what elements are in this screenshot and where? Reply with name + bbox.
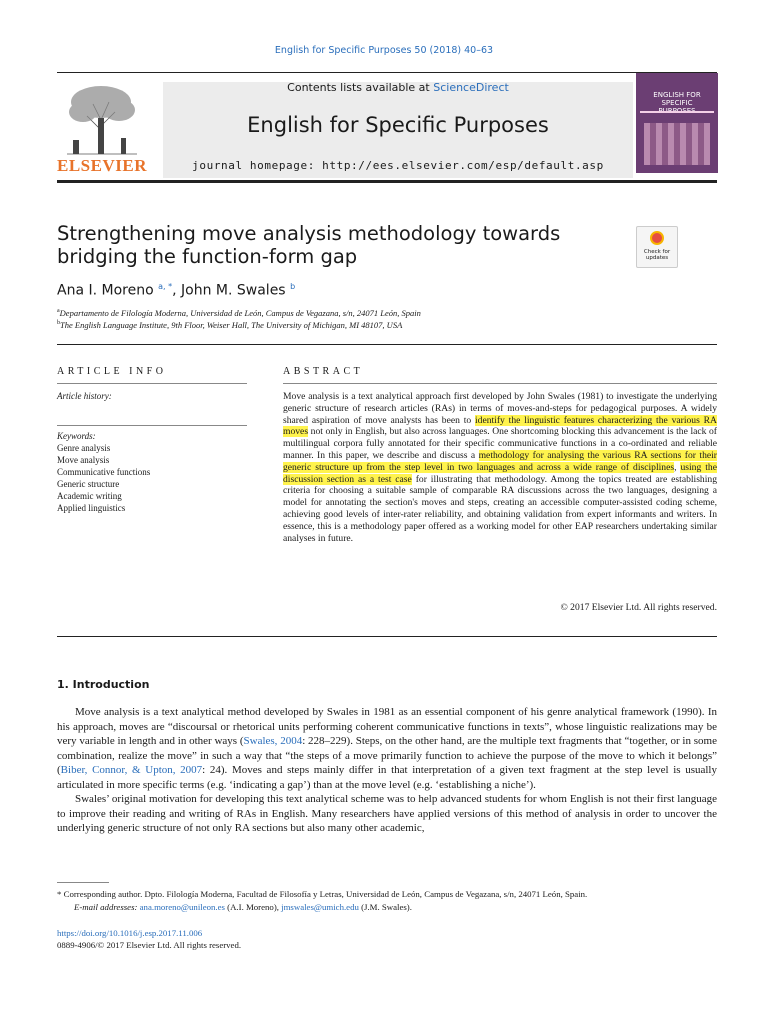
header-rule-top <box>57 72 717 73</box>
contents-line: Contents lists available at ScienceDirect <box>287 81 509 94</box>
keywords-block <box>57 430 150 514</box>
citation-link[interactable]: Swales, 2004 <box>243 735 303 747</box>
author-affil-mark[interactable]: b <box>290 282 296 291</box>
issn-line: 0889-4906/© 2017 Elsevier Ltd. All rights reserved. <box>57 940 242 950</box>
journal-homepage[interactable]: journal homepage: http://ees.elsevier.com/esp/default.asp <box>192 159 604 172</box>
header-rule-bottom <box>57 180 717 183</box>
keyword-item: Move analysis <box>57 455 110 465</box>
affiliation-b: $^b$The English Language Institute, 9th Floor, Weiser Hall, The University of Michigan, MI 48107, USA <box>57 320 403 330</box>
section-heading: 1. Introduction <box>57 678 150 691</box>
journal-citation[interactable]: English for Specific Purposes 50 (2018) 40–63 <box>274 45 494 56</box>
author-list: Ana I. Moreno $^{a, *}$, John M. Swales $^b$ <box>57 282 296 299</box>
journal-title: English for Specific Purposes <box>247 113 549 137</box>
keywords-heading: Keywords: <box>57 431 96 441</box>
author-name: John M. Swales <box>181 282 286 299</box>
article-title: Strengthening move analysis methodology towards bridging the function-form gap <box>57 222 561 268</box>
email-link[interactable]: jmswales@umich.edu <box>281 901 359 912</box>
journal-cover <box>636 73 718 173</box>
doi-link[interactable]: https://doi.org/10.1016/j.esp.2017.11.006 <box>57 928 203 938</box>
abstract-label: ABSTRACT <box>283 366 364 377</box>
corresponding-author: * Corresponding author. Dpto. Filología Moderna, Facultad de Filosofía y Letras, Universidad de León, Campus de Vegazana, s/n, 24071 León, Spain. <box>57 889 588 899</box>
email-link[interactable]: ana.moreno@unileon.es <box>139 901 225 912</box>
keyword-item: Academic writing <box>57 491 122 501</box>
intro-body <box>57 705 717 836</box>
abstract-copyright: © 2017 Elsevier Ltd. All rights reserved. <box>560 602 717 613</box>
badge-label: Check for updates <box>643 249 671 261</box>
highlight: methodology for analysing the various RA sections for their generic structure up from the step level in two languages and across a wide range of disciplines <box>283 449 717 473</box>
footnote-rule <box>57 882 109 883</box>
bookmark-icon <box>650 231 664 245</box>
email-line: E-mail addresses: ana.moreno@unileon.es (A.I. Moreno), jmswales@umich.edu (J.M. Swales). <box>74 901 412 912</box>
history-rule <box>57 425 247 426</box>
info-rule <box>57 383 247 384</box>
paragraph: Move analysis is a text analytical method developed by Swales in 1981 as an essential component of his genre analytical framework (1990). In his approach, moves are “discoursal or rhetorical units performing coherent communicative functions in texts”, whose linguistic realizations may be very variable in length and in other ways (Swales, 2004: 228–229). Steps, on the other hand, are the multiple text fragments that “together, or in some combination, realize the move” in such a way that “the steps of a move primarily function to achieve the purpose of the move to which it belongs” (Biber, Connor, & Upton, 2007: 24). Moves and steps mainly differ in that interpretation of a given text fragment at the step level is usually articulated in more specific terms (e.g. ‘indicating a gap’) than at the move level (e.g. ‘establishing a niche’). <box>57 706 717 791</box>
cover-title: ENGLISH FOR SPECIFIC <box>653 91 701 107</box>
abstract-end-rule <box>57 636 717 637</box>
paragraph: Swales’ original motivation for developing this text analytical scheme was to help advanced students for whom English is not their first language to improve their reading and writing of RAs in English. Many researchers have applied versions of this method of analysis in order to uncover the underlying generic structure of not only RA sections but also many other academic, <box>57 793 717 834</box>
doi-block <box>57 927 241 951</box>
journal-banner <box>163 82 633 178</box>
section-rule <box>57 344 717 345</box>
keyword-item: Applied linguistics <box>57 503 126 513</box>
highlight: identify the linguistic features characterizing the various RA moves <box>283 414 717 438</box>
article-info-label: ARTICLE INFO <box>57 366 167 377</box>
keyword-item: Generic structure <box>57 479 120 489</box>
affiliation-a: $^a$Departamento de Filología Moderna, Universidad de León, Campus de Vegazana, s/n, 24071 León, Spain <box>57 308 421 318</box>
abstract-rule <box>283 383 717 384</box>
sciencedirect-link[interactable]: ScienceDirect <box>433 81 509 94</box>
footnote <box>57 888 717 913</box>
citation-link[interactable]: Biber, Connor, & Upton, 2007 <box>60 764 203 776</box>
keyword-item: Genre analysis <box>57 443 111 453</box>
article-history: Article history: <box>57 391 112 401</box>
highlight: using the discussion section as a test case <box>283 461 717 485</box>
keyword-item: Communicative functions <box>57 467 151 477</box>
author-affil-mark[interactable]: a, * <box>158 282 173 291</box>
cover-stripe <box>640 111 714 113</box>
abstract-text: Move analysis is a text analytical approach first developed by John Swales (1981) to investigate the underlying generic structure of research articles (RAs) in terms of moves-and-steps for pedagogical purposes. A widely shared aspiration of move analysts has been to identify the linguistic features characterizing the various RA moves not only in English, but also across languages. One shortcoming blocking this advancement is the lack of multilingual corpora fully annotated for their specific communicative functions in a co-ordinated and reliable manner. In this paper, we describe and discuss a methodology for analysing the various RA sections for their generic structure up from the step level in two languages and across a wide range of disciplines, using the discussion section as a test case for illustrating that methodology. Among the topics treated are establishing criteria for choosing a suitable sample of comparable RA discussions across the two languages, designing a model for annotating the section's moves and steps, creating an accessible computer-assisted coding scheme, achieving good levels of inter-rater reliability, and obtaining validation from expert informants and writers. In essence, this is a methodology paper offered as a working model for other EAP researchers undertaking similar analyses in future. <box>283 391 717 544</box>
cover-artwork <box>644 123 710 165</box>
author-name: Ana I. Moreno <box>57 282 154 299</box>
elsevier-wordmark: ELSEVIER <box>57 156 147 175</box>
check-for-updates-badge[interactable] <box>636 226 678 268</box>
